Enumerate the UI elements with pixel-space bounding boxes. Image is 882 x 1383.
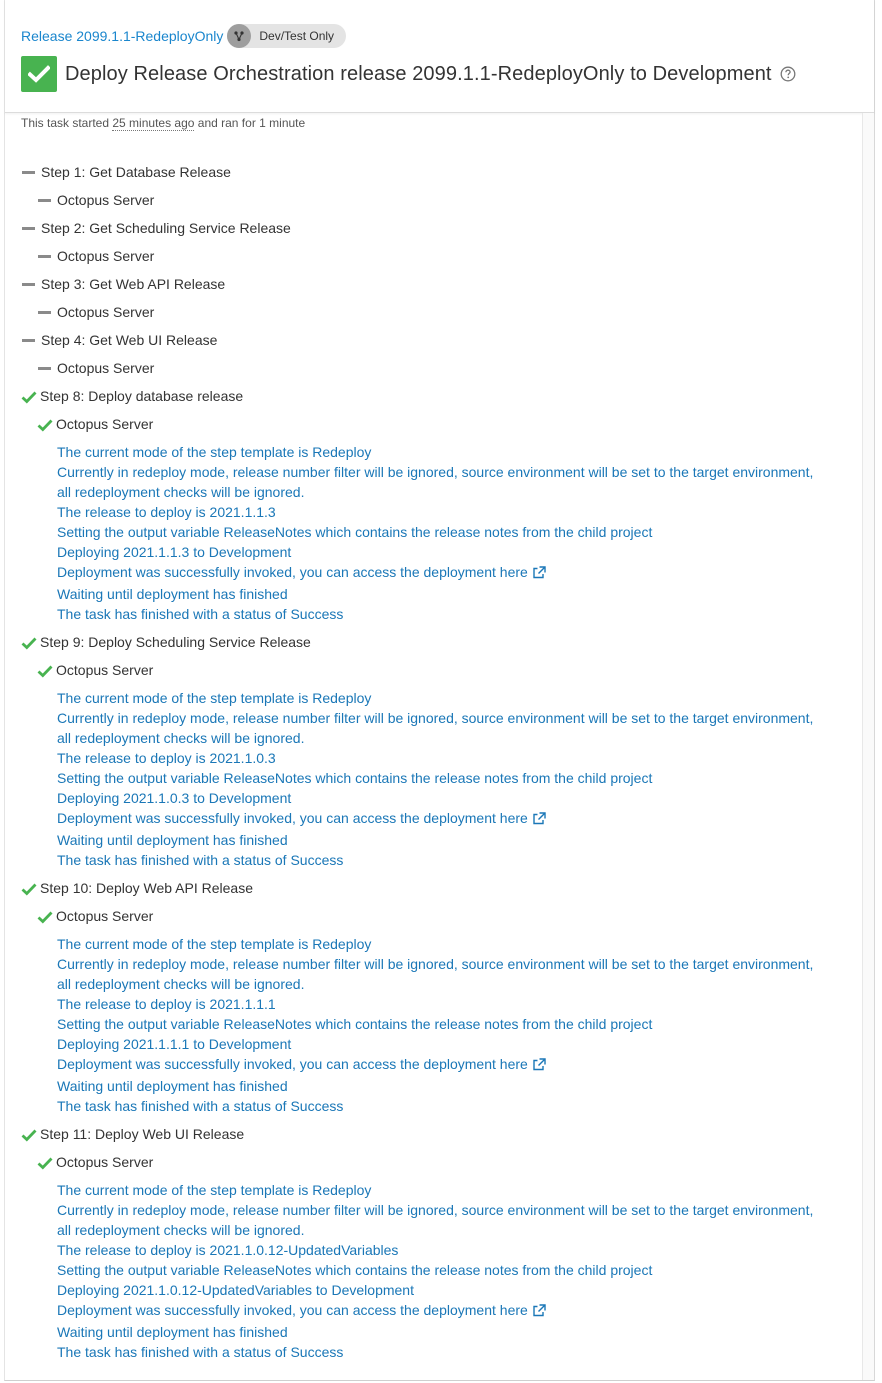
deployment-link[interactable]: here	[499, 1056, 528, 1072]
step-success-check-icon	[21, 1127, 37, 1141]
step-header[interactable]	[21, 218, 861, 238]
step-title: Step 8: Deploy database release	[40, 388, 244, 404]
log-message-text: Deployment was successfully invoked, you can access the deployment	[57, 1302, 500, 1318]
step-header[interactable]	[21, 632, 861, 652]
log-message: Setting the output variable ReleaseNotes which contains the release notes from the child project	[57, 1016, 653, 1032]
target-collapse-dash-icon[interactable]	[38, 199, 51, 202]
log-message	[57, 562, 861, 584]
deployment-link[interactable]: here	[499, 810, 528, 826]
external-link-icon[interactable]	[532, 1056, 546, 1076]
step-target[interactable]	[37, 246, 861, 266]
step-title: Step 1: Get Database Release	[41, 164, 231, 180]
step-log-messages	[57, 1180, 861, 1362]
log-message: The current mode of the step template is Redeploy	[57, 444, 372, 460]
step-title: Step 10: Deploy Web API Release	[40, 880, 253, 896]
target-name: Octopus Server	[57, 248, 155, 264]
deployment-link[interactable]: here	[499, 1302, 528, 1318]
log-message: all redeployment checks will be ignored.	[57, 976, 305, 992]
external-link-icon[interactable]	[532, 1302, 546, 1322]
log-message: The current mode of the step template is Redeploy	[57, 690, 372, 706]
log-message	[57, 808, 861, 830]
step-target[interactable]	[37, 358, 861, 378]
log-message: The task has finished with a status of Success	[57, 852, 344, 868]
log-message: The current mode of the step template is Redeploy	[57, 936, 372, 952]
log-message: Waiting until deployment has finished	[57, 586, 288, 602]
log-message: Waiting until deployment has finished	[57, 1078, 288, 1094]
step-header[interactable]	[21, 386, 861, 406]
environment-chip	[227, 24, 346, 48]
release-link[interactable]: Release 2099.1.1-RedeployOnly	[21, 28, 224, 44]
log-step	[21, 386, 861, 624]
log-message: Setting the output variable ReleaseNotes which contains the release notes from the child project	[57, 1262, 653, 1278]
step-success-check-icon	[21, 389, 37, 403]
success-status-icon	[21, 56, 57, 92]
log-message: The task has finished with a status of Success	[57, 606, 344, 622]
log-message: Waiting until deployment has finished	[57, 1324, 288, 1340]
step-target[interactable]	[37, 906, 861, 926]
log-message: The current mode of the step template is Redeploy	[57, 1182, 372, 1198]
task-summary-prefix: This task started	[21, 116, 113, 130]
log-step	[21, 632, 861, 870]
target-success-check-icon	[37, 663, 53, 677]
step-log-messages	[57, 934, 861, 1116]
step-log-messages	[57, 442, 861, 624]
step-log-messages	[57, 688, 861, 870]
log-message: The task has finished with a status of Success	[57, 1098, 344, 1114]
external-link-icon[interactable]	[532, 564, 546, 584]
log-message-text: Deployment was successfully invoked, you can access the deployment	[57, 1056, 500, 1072]
log-message	[57, 1300, 861, 1322]
log-message: Deploying 2021.1.1.3 to Development	[57, 544, 292, 560]
log-message: Currently in redeploy mode, release number filter will be ignored, source environment will be set to the target environment,	[57, 1202, 814, 1218]
target-collapse-dash-icon[interactable]	[38, 367, 51, 370]
log-message-text: Deployment was successfully invoked, you can access the deployment	[57, 564, 500, 580]
step-header[interactable]	[21, 330, 861, 350]
log-step	[21, 218, 861, 266]
log-message: Deploying 2021.1.0.12-UpdatedVariables to Development	[57, 1282, 414, 1298]
step-target[interactable]	[37, 302, 861, 322]
task-summary	[21, 116, 305, 130]
step-header[interactable]	[21, 1124, 861, 1144]
log-message: Setting the output variable ReleaseNotes which contains the release notes from the child project	[57, 524, 653, 540]
target-collapse-dash-icon[interactable]	[38, 311, 51, 314]
log-message	[57, 1054, 861, 1076]
target-name: Octopus Server	[56, 908, 154, 924]
log-message: Deploying 2021.1.1.1 to Development	[57, 1036, 292, 1052]
step-target[interactable]	[37, 414, 861, 434]
step-header[interactable]	[21, 162, 861, 182]
log-message: The release to deploy is 2021.1.0.12-UpdatedVariables	[57, 1242, 399, 1258]
step-success-check-icon	[21, 881, 37, 895]
step-target[interactable]	[37, 1152, 861, 1172]
log-message: Currently in redeploy mode, release number filter will be ignored, source environment will be set to the target environment,	[57, 710, 814, 726]
task-log	[21, 162, 861, 1370]
step-target[interactable]	[37, 660, 861, 680]
title-row	[21, 56, 796, 92]
log-message: Waiting until deployment has finished	[57, 832, 288, 848]
step-collapse-dash-icon[interactable]	[22, 283, 35, 286]
target-success-check-icon	[37, 1155, 53, 1169]
step-collapse-dash-icon[interactable]	[22, 171, 35, 174]
task-started-time[interactable]: 25 minutes ago	[112, 116, 195, 130]
task-summary-suffix: and ran for 1 minute	[194, 116, 306, 130]
page-title: Deploy Release Orchestration release 2099.1.1-RedeployOnly to Development	[65, 62, 772, 85]
target-name: Octopus Server	[57, 304, 155, 320]
log-step	[21, 274, 861, 322]
step-title: Step 2: Get Scheduling Service Release	[41, 220, 291, 236]
breadcrumb	[21, 24, 346, 48]
log-message: The release to deploy is 2021.1.0.3	[57, 750, 276, 766]
target-name: Octopus Server	[56, 416, 154, 432]
log-step	[21, 1124, 861, 1362]
deployment-link[interactable]: here	[499, 564, 528, 580]
step-collapse-dash-icon[interactable]	[22, 339, 35, 342]
log-step	[21, 878, 861, 1116]
log-message: The release to deploy is 2021.1.1.1	[57, 996, 276, 1012]
scrollbar[interactable]	[862, 113, 874, 1380]
step-header[interactable]	[21, 274, 861, 294]
log-message: Currently in redeploy mode, release number filter will be ignored, source environment will be set to the target environment,	[57, 956, 814, 972]
help-icon[interactable]	[780, 66, 796, 82]
target-name: Octopus Server	[56, 662, 154, 678]
step-title: Step 3: Get Web API Release	[41, 276, 226, 292]
log-message: all redeployment checks will be ignored.	[57, 730, 305, 746]
log-message: The release to deploy is 2021.1.1.3	[57, 504, 276, 520]
log-step	[21, 330, 861, 378]
step-collapse-dash-icon[interactable]	[22, 227, 35, 230]
task-panel	[4, 0, 875, 1381]
task-header	[5, 0, 874, 113]
external-link-icon[interactable]	[532, 810, 546, 830]
log-message: Setting the output variable ReleaseNotes which contains the release notes from the child project	[57, 770, 653, 786]
target-name: Octopus Server	[57, 192, 155, 208]
target-success-check-icon	[37, 417, 53, 431]
log-step	[21, 162, 861, 210]
target-collapse-dash-icon[interactable]	[38, 255, 51, 258]
step-success-check-icon	[21, 635, 37, 649]
log-message: The task has finished with a status of Success	[57, 1344, 344, 1360]
log-message: all redeployment checks will be ignored.	[57, 484, 305, 500]
target-name: Octopus Server	[57, 360, 155, 376]
step-title: Step 9: Deploy Scheduling Service Release	[40, 634, 311, 650]
log-message-text: Deployment was successfully invoked, you can access the deployment	[57, 810, 500, 826]
environment-chip-label: Dev/Test Only	[259, 29, 335, 43]
step-target[interactable]	[37, 190, 861, 210]
step-title: Step 11: Deploy Web UI Release	[40, 1126, 245, 1142]
step-title: Step 4: Get Web UI Release	[41, 332, 218, 348]
log-message: all redeployment checks will be ignored.	[57, 1222, 305, 1238]
log-message: Deploying 2021.1.0.3 to Development	[57, 790, 292, 806]
log-message: Currently in redeploy mode, release number filter will be ignored, source environment will be set to the target environment,	[57, 464, 814, 480]
target-success-check-icon	[37, 909, 53, 923]
target-name: Octopus Server	[56, 1154, 154, 1170]
environment-icon	[227, 24, 251, 48]
step-header[interactable]	[21, 878, 861, 898]
